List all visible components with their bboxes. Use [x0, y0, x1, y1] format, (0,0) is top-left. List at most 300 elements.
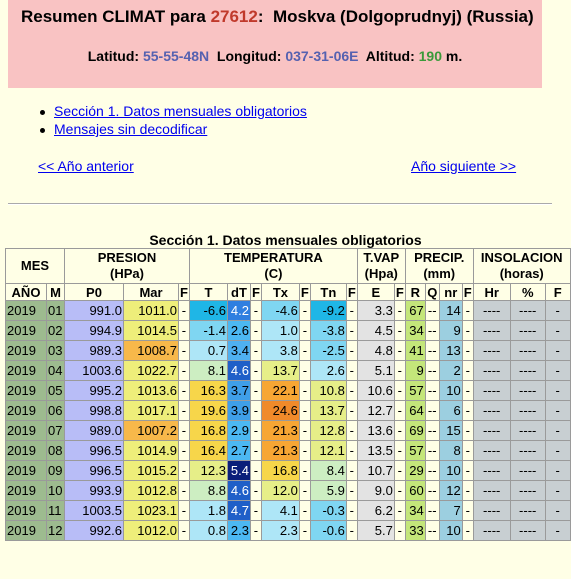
table-body [6, 301, 571, 541]
column-header: Tn [310, 284, 346, 301]
tn-cell: 10.8 [310, 381, 346, 401]
table-row [6, 321, 571, 341]
table-row [6, 361, 571, 381]
temperatura-header [189, 249, 357, 284]
pct-cell: ---- [510, 421, 545, 441]
pct-cell: ---- [510, 461, 545, 481]
e-cell: 13.5 [357, 441, 394, 461]
section1-link[interactable]: Sección 1. Datos mensuales obligatorios [54, 103, 307, 119]
flag-cell: - [346, 481, 357, 501]
flag-cell: - [299, 481, 310, 501]
flag-cell: - [394, 401, 405, 421]
tn-cell: -3.8 [310, 321, 346, 341]
dt-cell: 2.3 [227, 521, 250, 541]
tn-cell: 8.4 [310, 461, 346, 481]
r-cell: 64 [405, 401, 425, 421]
dt-cell: 4.6 [227, 361, 250, 381]
longitude-value: 037-31-06E [285, 48, 359, 64]
mar-cell: 1022.7 [124, 361, 179, 381]
mes-header-label: MES [20, 258, 50, 273]
tn-cell: 12.8 [310, 421, 346, 441]
month-cell: 12 [47, 521, 65, 541]
flag-cell: - [250, 301, 261, 321]
month-cell: 10 [47, 481, 65, 501]
flag-cell: - [394, 301, 405, 321]
column-header: R [405, 284, 425, 301]
column-header: E [357, 284, 394, 301]
flag-cell: - [299, 321, 310, 341]
year-cell: 2019 [6, 341, 47, 361]
mar-cell: 1012.8 [124, 481, 179, 501]
e-cell: 4.8 [357, 341, 394, 361]
section-link-item [40, 121, 307, 139]
flag-cell: - [545, 381, 570, 401]
r-cell: 33 [405, 521, 425, 541]
dt-cell: 3.7 [227, 381, 250, 401]
column-header-row [6, 284, 571, 301]
flag-cell: - [179, 381, 190, 401]
e-cell: 12.7 [357, 401, 394, 421]
month-cell: 09 [47, 461, 65, 481]
mar-cell: 1017.1 [124, 401, 179, 421]
e-cell: 5.7 [357, 521, 394, 541]
precip-unit: (mm) [423, 266, 456, 281]
tx-cell: 2.3 [261, 521, 299, 541]
flag-cell: - [179, 501, 190, 521]
tn-cell: 2.6 [310, 361, 346, 381]
year-cell: 2019 [6, 361, 47, 381]
pct-cell: ---- [510, 301, 545, 321]
month-cell: 11 [47, 501, 65, 521]
station-header [8, 0, 542, 88]
r-cell: 34 [405, 501, 425, 521]
column-header: M [47, 284, 65, 301]
nr-cell: 2 [439, 361, 462, 381]
tx-cell: -4.6 [261, 301, 299, 321]
year-cell: 2019 [6, 301, 47, 321]
month-cell: 05 [47, 381, 65, 401]
table-row [6, 461, 571, 481]
flag-cell: - [346, 321, 357, 341]
section-links [40, 103, 307, 139]
tn-cell: -0.3 [310, 501, 346, 521]
q-cell: -- [425, 361, 439, 381]
pct-cell: ---- [510, 401, 545, 421]
r-cell: 29 [405, 461, 425, 481]
hr-cell: ---- [473, 321, 510, 341]
flag-cell: - [394, 461, 405, 481]
dt-cell: 2.7 [227, 441, 250, 461]
q-cell: -- [425, 301, 439, 321]
nr-cell: 7 [439, 501, 462, 521]
table-row [6, 521, 571, 541]
flag-cell: - [299, 441, 310, 461]
year-cell: 2019 [6, 421, 47, 441]
hr-cell: ---- [473, 421, 510, 441]
t-cell: 16.8 [189, 421, 227, 441]
table-row [6, 421, 571, 441]
flag-cell: - [394, 421, 405, 441]
month-cell: 04 [47, 361, 65, 381]
column-header: T [189, 284, 227, 301]
month-cell: 07 [47, 421, 65, 441]
e-cell: 10.7 [357, 461, 394, 481]
r-cell: 69 [405, 421, 425, 441]
t-cell: 19.6 [189, 401, 227, 421]
flag-cell: - [250, 401, 261, 421]
tn-cell: 12.1 [310, 441, 346, 461]
column-header: Q [427, 284, 438, 300]
flag-cell: - [346, 441, 357, 461]
r-cell: 67 [405, 301, 425, 321]
flag-cell: - [545, 401, 570, 421]
hr-cell: ---- [473, 401, 510, 421]
flag-cell: - [462, 521, 473, 541]
table-row [6, 301, 571, 321]
pct-cell: ---- [510, 361, 545, 381]
flag-cell: - [545, 501, 570, 521]
column-header: AÑO [6, 284, 47, 301]
tx-cell: 12.0 [261, 481, 299, 501]
table-row [6, 501, 571, 521]
flag-cell: - [462, 321, 473, 341]
flag-cell: - [394, 481, 405, 501]
flag-cell: - [179, 521, 190, 541]
tn-cell: -2.5 [310, 341, 346, 361]
flag-cell: - [394, 521, 405, 541]
flag-cell: - [462, 401, 473, 421]
q-cell: -- [425, 521, 439, 541]
flag-cell: - [462, 341, 473, 361]
t-cell: 16.3 [189, 381, 227, 401]
flag-cell: - [299, 361, 310, 381]
flag-cell: - [346, 461, 357, 481]
nr-cell: 10 [439, 461, 462, 481]
flag-cell: - [179, 441, 190, 461]
mes-header [6, 249, 65, 284]
mar-cell: 1011.0 [124, 301, 179, 321]
pct-cell: ---- [510, 381, 545, 401]
p0-cell: 992.6 [65, 521, 124, 541]
flag-cell: - [346, 501, 357, 521]
hr-cell: ---- [473, 361, 510, 381]
t-cell: 1.8 [189, 501, 227, 521]
flag-cell: - [394, 321, 405, 341]
e-cell: 5.1 [357, 361, 394, 381]
t-cell: 12.3 [189, 461, 227, 481]
nr-cell: 10 [439, 381, 462, 401]
hr-cell: ---- [473, 461, 510, 481]
flag-cell: - [179, 461, 190, 481]
column-header: nr [439, 284, 462, 301]
column-header: F [251, 284, 260, 300]
month-cell: 01 [47, 301, 65, 321]
column-header: F [347, 284, 356, 300]
precip-label: PRECIP. [414, 250, 465, 265]
pct-cell: ---- [510, 521, 545, 541]
tx-cell: 4.1 [261, 501, 299, 521]
table-row [6, 441, 571, 461]
mar-cell: 1014.9 [124, 441, 179, 461]
flag-cell: - [545, 361, 570, 381]
flag-cell: - [179, 341, 190, 361]
flag-cell: - [462, 501, 473, 521]
column-header: F [300, 284, 309, 300]
hr-cell: ---- [473, 381, 510, 401]
hr-cell: ---- [473, 301, 510, 321]
month-cell: 06 [47, 401, 65, 421]
flag-cell: - [346, 521, 357, 541]
table-row [6, 341, 571, 361]
column-header: Mar [124, 284, 179, 301]
flag-cell: - [250, 441, 261, 461]
mar-cell: 1008.7 [124, 341, 179, 361]
flag-cell: - [462, 361, 473, 381]
mar-cell: 1012.0 [124, 521, 179, 541]
nr-cell: 10 [439, 521, 462, 541]
altitude-label: Altitud: [365, 48, 415, 64]
flag-cell: - [299, 301, 310, 321]
altitude-value: 190 [418, 48, 442, 64]
flag-cell: - [250, 321, 261, 341]
flag-cell: - [299, 501, 310, 521]
tn-cell: 13.7 [310, 401, 346, 421]
tn-cell: -0.6 [310, 521, 346, 541]
r-cell: 57 [405, 441, 425, 461]
q-cell: -- [425, 401, 439, 421]
q-cell: -- [425, 321, 439, 341]
flag-cell: - [299, 461, 310, 481]
column-header: F [180, 284, 188, 300]
tx-cell: 22.1 [261, 381, 299, 401]
dt-cell: 4.2 [227, 301, 250, 321]
r-cell: 41 [405, 341, 425, 361]
flag-cell: - [545, 321, 570, 341]
dt-cell: 3.9 [227, 401, 250, 421]
flag-cell: - [346, 301, 357, 321]
tx-cell: 21.3 [261, 421, 299, 441]
raw-messages-link[interactable]: Mensajes sin decodificar [54, 121, 208, 137]
mar-cell: 1015.2 [124, 461, 179, 481]
p0-cell: 994.9 [65, 321, 124, 341]
flag-cell: - [299, 341, 310, 361]
presion-label: PRESION [97, 250, 157, 265]
flag-cell: - [394, 501, 405, 521]
flag-cell: - [179, 481, 190, 501]
hr-cell: ---- [473, 481, 510, 501]
dt-cell: 2.9 [227, 421, 250, 441]
t-cell: -6.6 [189, 301, 227, 321]
flag-cell: - [179, 421, 190, 441]
flag-cell: - [346, 361, 357, 381]
tx-cell: 24.6 [261, 401, 299, 421]
flag-cell: - [299, 521, 310, 541]
t-cell: 8.8 [189, 481, 227, 501]
tx-cell: 13.7 [261, 361, 299, 381]
flag-cell: - [462, 381, 473, 401]
dt-cell: 4.6 [227, 481, 250, 501]
flag-cell: - [545, 421, 570, 441]
insolacion-unit: (horas) [499, 266, 544, 281]
flag-cell: - [545, 521, 570, 541]
station-name: Moskva (Dolgoprudnyj) (Russia) [272, 7, 534, 26]
flag-cell: - [462, 441, 473, 461]
mar-cell: 1013.6 [124, 381, 179, 401]
e-cell: 13.6 [357, 421, 394, 441]
tx-cell: 3.8 [261, 341, 299, 361]
flag-cell: - [394, 361, 405, 381]
temperatura-label: TEMPERATURA [224, 250, 323, 265]
flag-cell: - [250, 361, 261, 381]
climat-table [5, 248, 571, 541]
e-cell: 3.3 [357, 301, 394, 321]
r-cell: 34 [405, 321, 425, 341]
flag-cell: - [462, 421, 473, 441]
r-cell: 9 [405, 361, 425, 381]
presion-header [65, 249, 190, 284]
year-cell: 2019 [6, 481, 47, 501]
pct-cell: ---- [510, 481, 545, 501]
pct-cell: ---- [510, 341, 545, 361]
pct-cell: ---- [510, 441, 545, 461]
e-cell: 6.2 [357, 501, 394, 521]
nr-cell: 13 [439, 341, 462, 361]
pct-cell: ---- [510, 321, 545, 341]
flag-cell: - [250, 501, 261, 521]
presion-unit: (HPa) [110, 266, 144, 281]
flag-cell: - [179, 321, 190, 341]
column-header: Hr [473, 284, 510, 301]
year-cell: 2019 [6, 381, 47, 401]
tx-cell: 16.8 [261, 461, 299, 481]
flag-cell: - [299, 421, 310, 441]
year-cell: 2019 [6, 401, 47, 421]
tn-cell: 5.9 [310, 481, 346, 501]
hr-cell: ---- [473, 501, 510, 521]
column-header: F [545, 284, 570, 301]
nr-cell: 9 [439, 321, 462, 341]
flag-cell: - [250, 381, 261, 401]
q-cell: -- [425, 481, 439, 501]
e-cell: 4.5 [357, 321, 394, 341]
nr-cell: 14 [439, 301, 462, 321]
year-cell: 2019 [6, 501, 47, 521]
t-cell: 0.7 [189, 341, 227, 361]
t-cell: -1.4 [189, 321, 227, 341]
p0-cell: 991.0 [65, 301, 124, 321]
hr-cell: ---- [473, 341, 510, 361]
flag-cell: - [462, 461, 473, 481]
insolacion-label: INSOLACION [480, 250, 563, 265]
nr-cell: 15 [439, 421, 462, 441]
section-title: Sección 1. Datos mensuales obligatorios [149, 232, 422, 248]
nr-cell: 12 [439, 481, 462, 501]
p0-cell: 989.0 [65, 421, 124, 441]
flag-cell: - [394, 441, 405, 461]
p0-cell: 998.8 [65, 401, 124, 421]
table-row [6, 381, 571, 401]
tn-cell: -9.2 [310, 301, 346, 321]
group-header-row [6, 249, 571, 284]
column-header: dT [227, 284, 250, 301]
table-row [6, 481, 571, 501]
tvap-unit: (Hpa) [364, 266, 398, 281]
dt-cell: 4.7 [227, 501, 250, 521]
flag-cell: - [179, 361, 190, 381]
station-code: 27612 [210, 7, 258, 26]
mar-cell: 1023.1 [124, 501, 179, 521]
year-cell: 2019 [6, 521, 47, 541]
flag-cell: - [250, 461, 261, 481]
e-cell: 10.6 [357, 381, 394, 401]
column-header: F [463, 284, 472, 300]
flag-cell: - [394, 381, 405, 401]
dt-cell: 2.6 [227, 321, 250, 341]
tx-cell: 21.3 [261, 441, 299, 461]
station-coordinates [8, 48, 542, 64]
next-year-link[interactable]: Año siguiente >> [411, 158, 517, 174]
p0-cell: 996.5 [65, 441, 124, 461]
flag-cell: - [545, 341, 570, 361]
flag-cell: - [250, 421, 261, 441]
tvap-label: T.VAP [363, 250, 400, 265]
flag-cell: - [462, 481, 473, 501]
year-cell: 2019 [6, 461, 47, 481]
previous-year-link[interactable]: << Año anterior [38, 158, 134, 174]
pct-cell: ---- [510, 501, 545, 521]
t-cell: 0.8 [189, 521, 227, 541]
q-cell: -- [425, 461, 439, 481]
longitude-label: Longitud: [216, 48, 282, 64]
p0-cell: 995.2 [65, 381, 124, 401]
mar-cell: 1007.2 [124, 421, 179, 441]
p0-cell: 993.9 [65, 481, 124, 501]
flag-cell: - [346, 421, 357, 441]
r-cell: 60 [405, 481, 425, 501]
flag-cell: - [299, 401, 310, 421]
tx-cell: 1.0 [261, 321, 299, 341]
month-cell: 02 [47, 321, 65, 341]
p0-cell: 989.3 [65, 341, 124, 361]
column-header: % [510, 284, 545, 301]
r-cell: 57 [405, 381, 425, 401]
q-cell: -- [425, 381, 439, 401]
t-cell: 8.1 [189, 361, 227, 381]
title-colon: : [257, 7, 264, 26]
flag-cell: - [545, 301, 570, 321]
flag-cell: - [250, 521, 261, 541]
flag-cell: - [299, 381, 310, 401]
q-cell: -- [425, 421, 439, 441]
flag-cell: - [250, 341, 261, 361]
temperatura-unit: (C) [264, 266, 283, 281]
flag-cell: - [545, 461, 570, 481]
dt-cell: 3.4 [227, 341, 250, 361]
column-header: P0 [65, 284, 124, 301]
precip-header [405, 249, 473, 284]
insolacion-header [473, 249, 570, 284]
latitude-value: 55-55-48N [142, 48, 210, 64]
title-prefix: Resumen CLIMAT para [21, 7, 206, 26]
column-header: F [395, 284, 404, 300]
section-link-item [40, 103, 307, 121]
q-cell: -- [425, 441, 439, 461]
tvap-header [357, 249, 405, 284]
altitude-unit: m. [445, 48, 463, 64]
divider [8, 203, 552, 205]
table-row [6, 401, 571, 421]
hr-cell: ---- [473, 521, 510, 541]
